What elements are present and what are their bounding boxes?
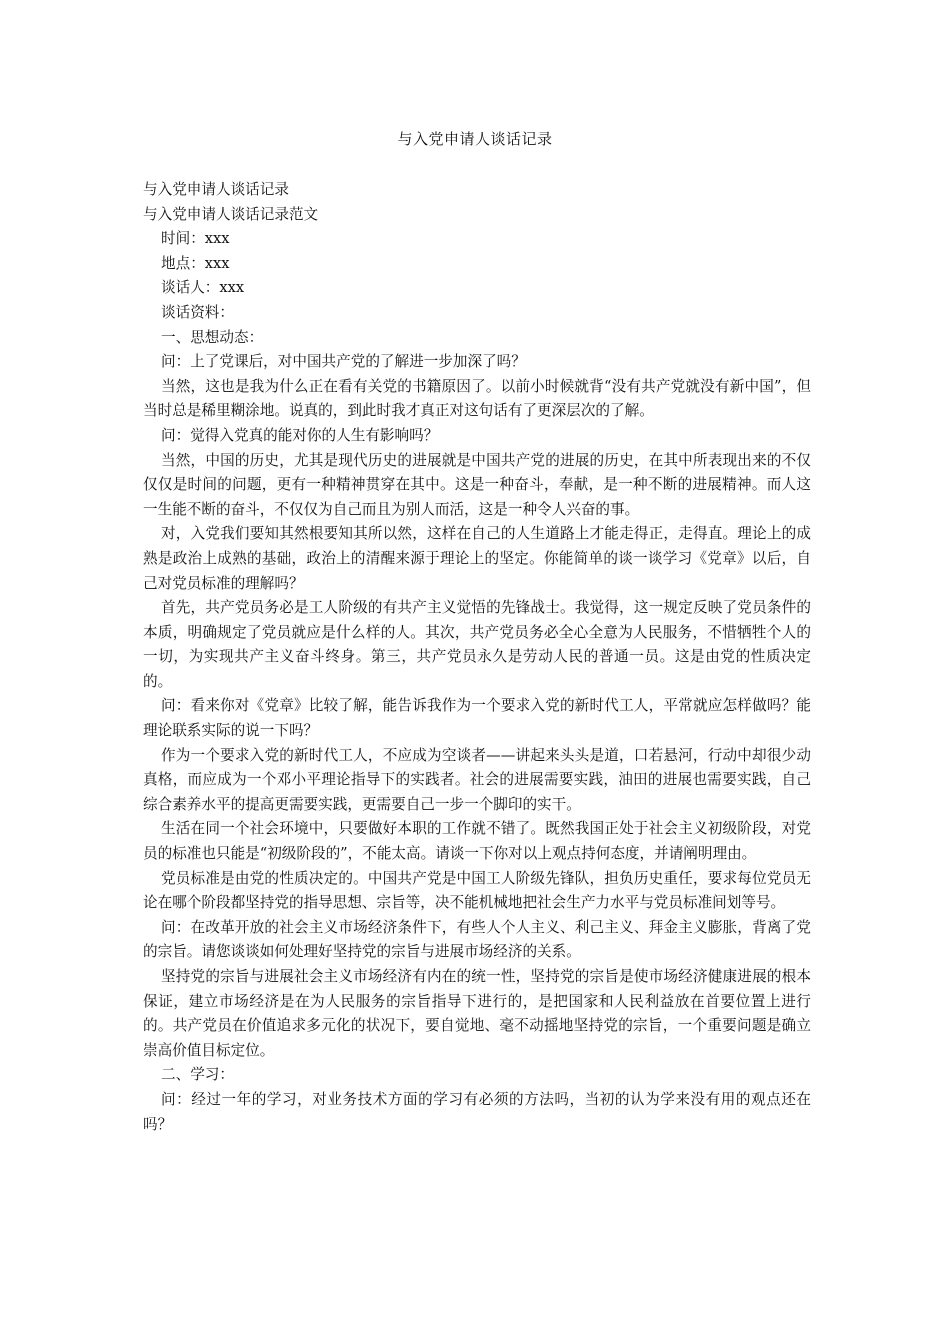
- answer-paragraph: 当然，这也是我为什么正在看有关党的书籍原因了。以前小时候就背“没有共产党就没有新中国”，但当时总是稀里糊涂地。说真的，到此时我才真正对这句话有了更深层次的了解。: [143, 377, 811, 420]
- question-paragraph: 问：经过一年的学习，对业务技术方面的学习有必须的方法吗，当初的认为学来没有用的观点还在吗？: [143, 1090, 811, 1133]
- question-paragraph: 问：在改革开放的社会主义市场经济条件下，有些人个人主义、利己主义、拜金主义膨胀，背离了党的宗旨。请您谈谈如何处理好坚持党的宗旨与进展市场经济的关系。: [143, 918, 811, 961]
- paragraph: 地点：xxx: [161, 254, 230, 272]
- document-title: 与入党申请人谈话记录: [397, 130, 553, 148]
- question-paragraph: 问：看来你对《党章》比较了解，能告诉我作为一个要求入党的新时代工人，平常就应怎样做吗？能理论联系实际的说一下吗？: [143, 697, 811, 740]
- paragraph: 时间：xxx: [161, 230, 230, 248]
- paragraph: 与入党申请人谈话记录: [143, 181, 289, 198]
- paragraph: 谈话资料：: [161, 303, 234, 321]
- paragraph: 谈话人：xxx: [161, 279, 245, 297]
- document-body: [143, 178, 811, 1137]
- answer-paragraph: 当然，中国的历史，尤其是现代历史的进展就是中国共产党的进展的历史，在其中所表现出来的不仅仅仅是时间的问题，更有一种精神贯穿在其中。这是一种奋斗，奉献，是一种不断的进展精神。而人这一生能不断的奋斗，不仅仅为自己而且为别人而活，这是一种令人兴奋的事。: [143, 451, 811, 518]
- question-paragraph: 生活在同一个社会环境中，只要做好本职的工作就不错了。既然我国正处于社会主义初级阶段，对党员的标准也只能是“初级阶段的”，不能太高。请谈一下你对以上观点持何态度，并请阐明理由。: [143, 820, 811, 863]
- question-paragraph: 对，入党我们要知其然根要知其所以然，这样在自己的人生道路上才能走得正，走得直。理论上的成熟是政治上成熟的基础，政治上的清醒来源于理论上的坚定。你能简单的谈一谈学习《党章》以后，自己对党员标准的理解吗？: [143, 525, 811, 592]
- answer-paragraph: 作为一个要求入党的新时代工人，不应成为空谈者——讲起来头头是道，口若悬河，行动中却很少动真格，而应成为一个邓小平理论指导下的实践者。社会的进展需要实践，油田的进展也需要实践，自己综合素养水平的提高更需要实践，更需要自己一步一个脚印的实干。: [143, 746, 811, 813]
- question-paragraph: 问：觉得入党真的能对你的人生有影响吗？: [161, 426, 439, 444]
- paragraph: 与入党申请人谈话记录范文: [143, 205, 319, 223]
- answer-paragraph: 首先，共产党员务必是工人阶级的有共产主义觉悟的先锋战士。我觉得，这一规定反映了党员条件的本质，明确规定了党员就应是什么样的人。其次，共产党员务必全心全意为人民服务，不惜牺牲个人的一切，为实现共产主义奋斗终身。第三，共产党员永久是劳动人民的普通一员。这是由党的性质决定的。: [143, 599, 811, 690]
- question-paragraph: 问：上了党课后，对中国共产党的了解进一步加深了吗？: [161, 353, 526, 371]
- answer-paragraph: 坚持党的宗旨与进展社会主义市场经济有内在的统一性，坚持党的宗旨是使市场经济健康进展的根本保证，建立市场经济是在为人民服务的宗旨指导下进行的，是把国家和人民利益放在首要位置上进行的。共产党员在价值追求多元化的状况下，要自觉地、毫不动摇地坚持党的宗旨，一个重要问题是确立崇高价值目标定位。: [143, 968, 811, 1059]
- section-heading: 二、学习：: [161, 1066, 234, 1084]
- section-heading: 一、思想动态：: [161, 328, 264, 346]
- answer-paragraph: 党员标准是由党的性质决定的。中国共产党是中国工人阶级先锋队，担负历史重任，要求每位党员无论在哪个阶段都坚持党的指导思想、宗旨等，决不能机械地把社会生产力水平与党员标准间划等号。: [143, 869, 811, 912]
